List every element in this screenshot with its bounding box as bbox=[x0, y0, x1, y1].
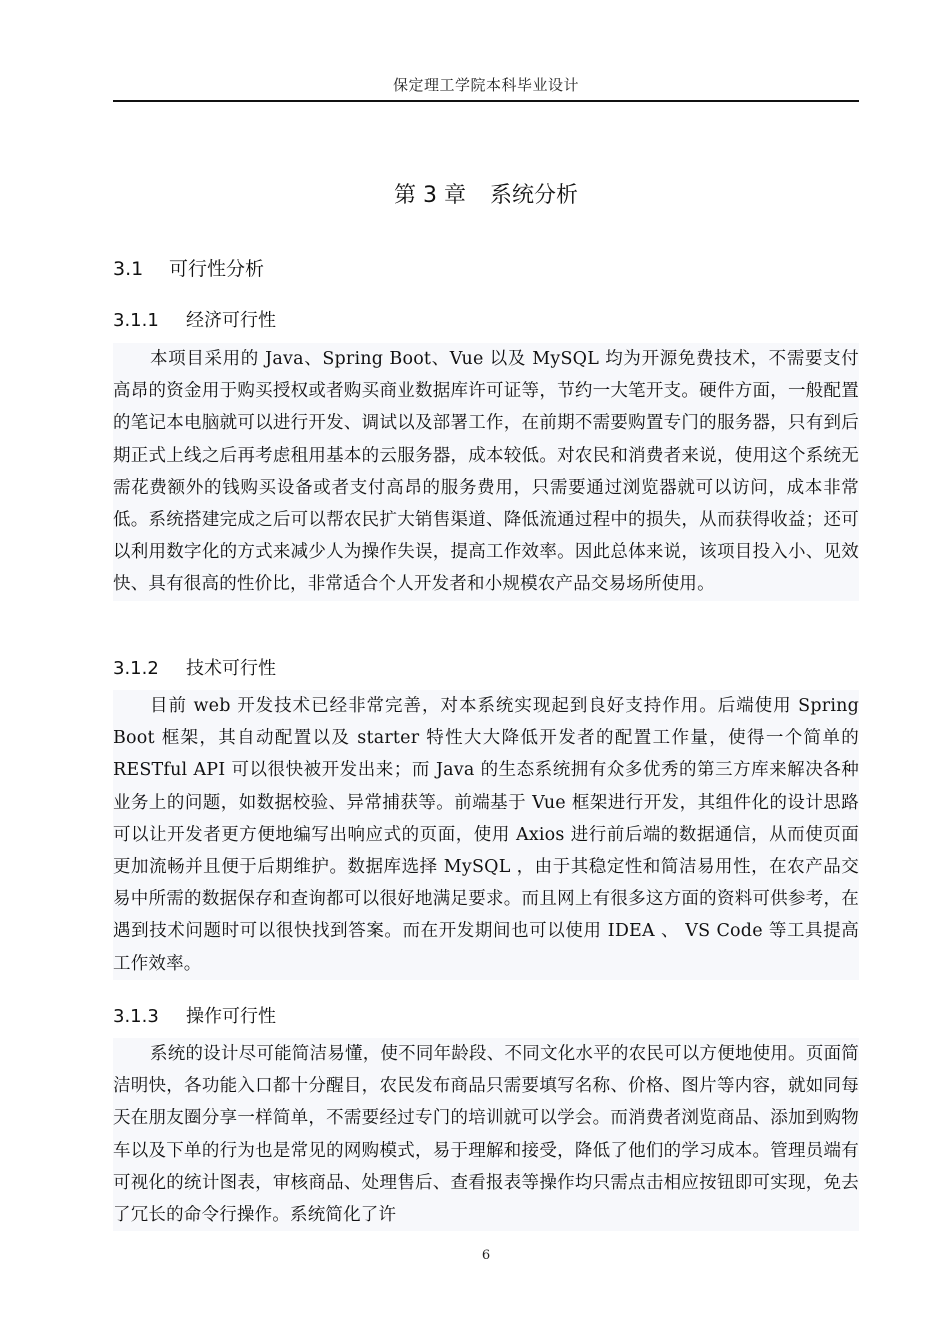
subsection-title: 操作可行性 bbox=[186, 1006, 276, 1027]
subsection-number: 3.1.3 bbox=[113, 1006, 159, 1027]
paragraph-economic: 本项目采用的 Java、Spring Boot、Vue 以及 MySQL 均为开源免费技术，不需要支付高昂的资金用于购买授权或者购买商业数据库许可证等，节约一大笔开支。硬件方面，一般配置的笔记本电脑就可以进行开发、调试以及部署工作，在前期不需要购置专门的服务器，只有到后期正式上线之后再考虑租用基本的云服务器，成本较低。对农民和消费者来说，使用这个系统无需花费额外的钱购买设备或者支付高昂的服务费用，只需要通过浏览器就可以访问，成本非常低。系统搭建完成之后可以帮农民扩大销售渠道、降低流通过程中的损失，从而获得收益；还可以利用数字化的方式来减少人为操作失误，提高工作效率。因此总体来说，该项目投入小、见效快、具有很高的性价比，非常适合个人开发者和小规模农产品交易场所使用。 bbox=[113, 343, 859, 601]
subsection-title: 技术可行性 bbox=[186, 658, 276, 679]
chapter-number: 第 3 章 bbox=[394, 183, 466, 208]
section-number: 3.1 bbox=[113, 258, 144, 280]
chapter-name: 系统分析 bbox=[489, 183, 578, 208]
subsection-heading-economic bbox=[113, 306, 276, 332]
subsection-heading-operational bbox=[113, 1002, 276, 1028]
chapter-title bbox=[113, 178, 859, 209]
running-header: 保定理工学院本科毕业设计 bbox=[392, 76, 579, 94]
header-divider bbox=[113, 100, 859, 102]
subsection-heading-technical bbox=[113, 654, 276, 680]
paragraph-technical: 目前 web 开发技术已经非常完善，对本系统实现起到良好支持作用。后端使用 Spring Boot 框架，其自动配置以及 starter 特性大大降低开发者的配置工作量，使得一个简单的 RESTful API 可以很快被开发出来；而 Java 的生态系统拥有众多优秀的第三方库来解决各种业务上的问题，如数据校验、异常捕获等。前端基于 Vue 框架进行开发，其组件化的设计思路可以让开发者更方便地编写出响应式的页面，使用 Axios 进行前后端的数据通信，从而使页面更加流畅并且便于后期维护。数据库选择 MySQL ，由于其稳定性和简洁易用性，在农产品交易中所需的数据保存和查询都可以很好地满足要求。而且网上有很多这方面的资料可供参考，在遇到技术问题时可以很快找到答案。而在开发期间也可以使用 IDEA 、 VS Code 等工具提高工作效率。 bbox=[113, 690, 859, 980]
section-title: 可行性分析 bbox=[169, 258, 265, 280]
subsection-number: 3.1.2 bbox=[113, 658, 159, 679]
paragraph-operational: 系统的设计尽可能简洁易懂，使不同年龄段、不同文化水平的农民可以方便地使用。页面简洁明快，各功能入口都十分醒目，农民发布商品只需要填写名称、价格、图片等内容，就如同每天在朋友圈分享一样简单，不需要经过专门的培训就可以学会。而消费者浏览商品、添加到购物车以及下单的行为也是常见的网购模式，易于理解和接受，降低了他们的学习成本。管理员端有可视化的统计图表，审核商品、处理售后、查看报表等操作均只需点击相应按钮即可实现，免去了冗长的命令行操作。系统简化了许 bbox=[113, 1038, 859, 1231]
page-number: 6 bbox=[481, 1248, 491, 1263]
subsection-title: 经济可行性 bbox=[186, 310, 276, 331]
section-heading bbox=[113, 254, 264, 281]
subsection-number: 3.1.1 bbox=[113, 310, 159, 331]
